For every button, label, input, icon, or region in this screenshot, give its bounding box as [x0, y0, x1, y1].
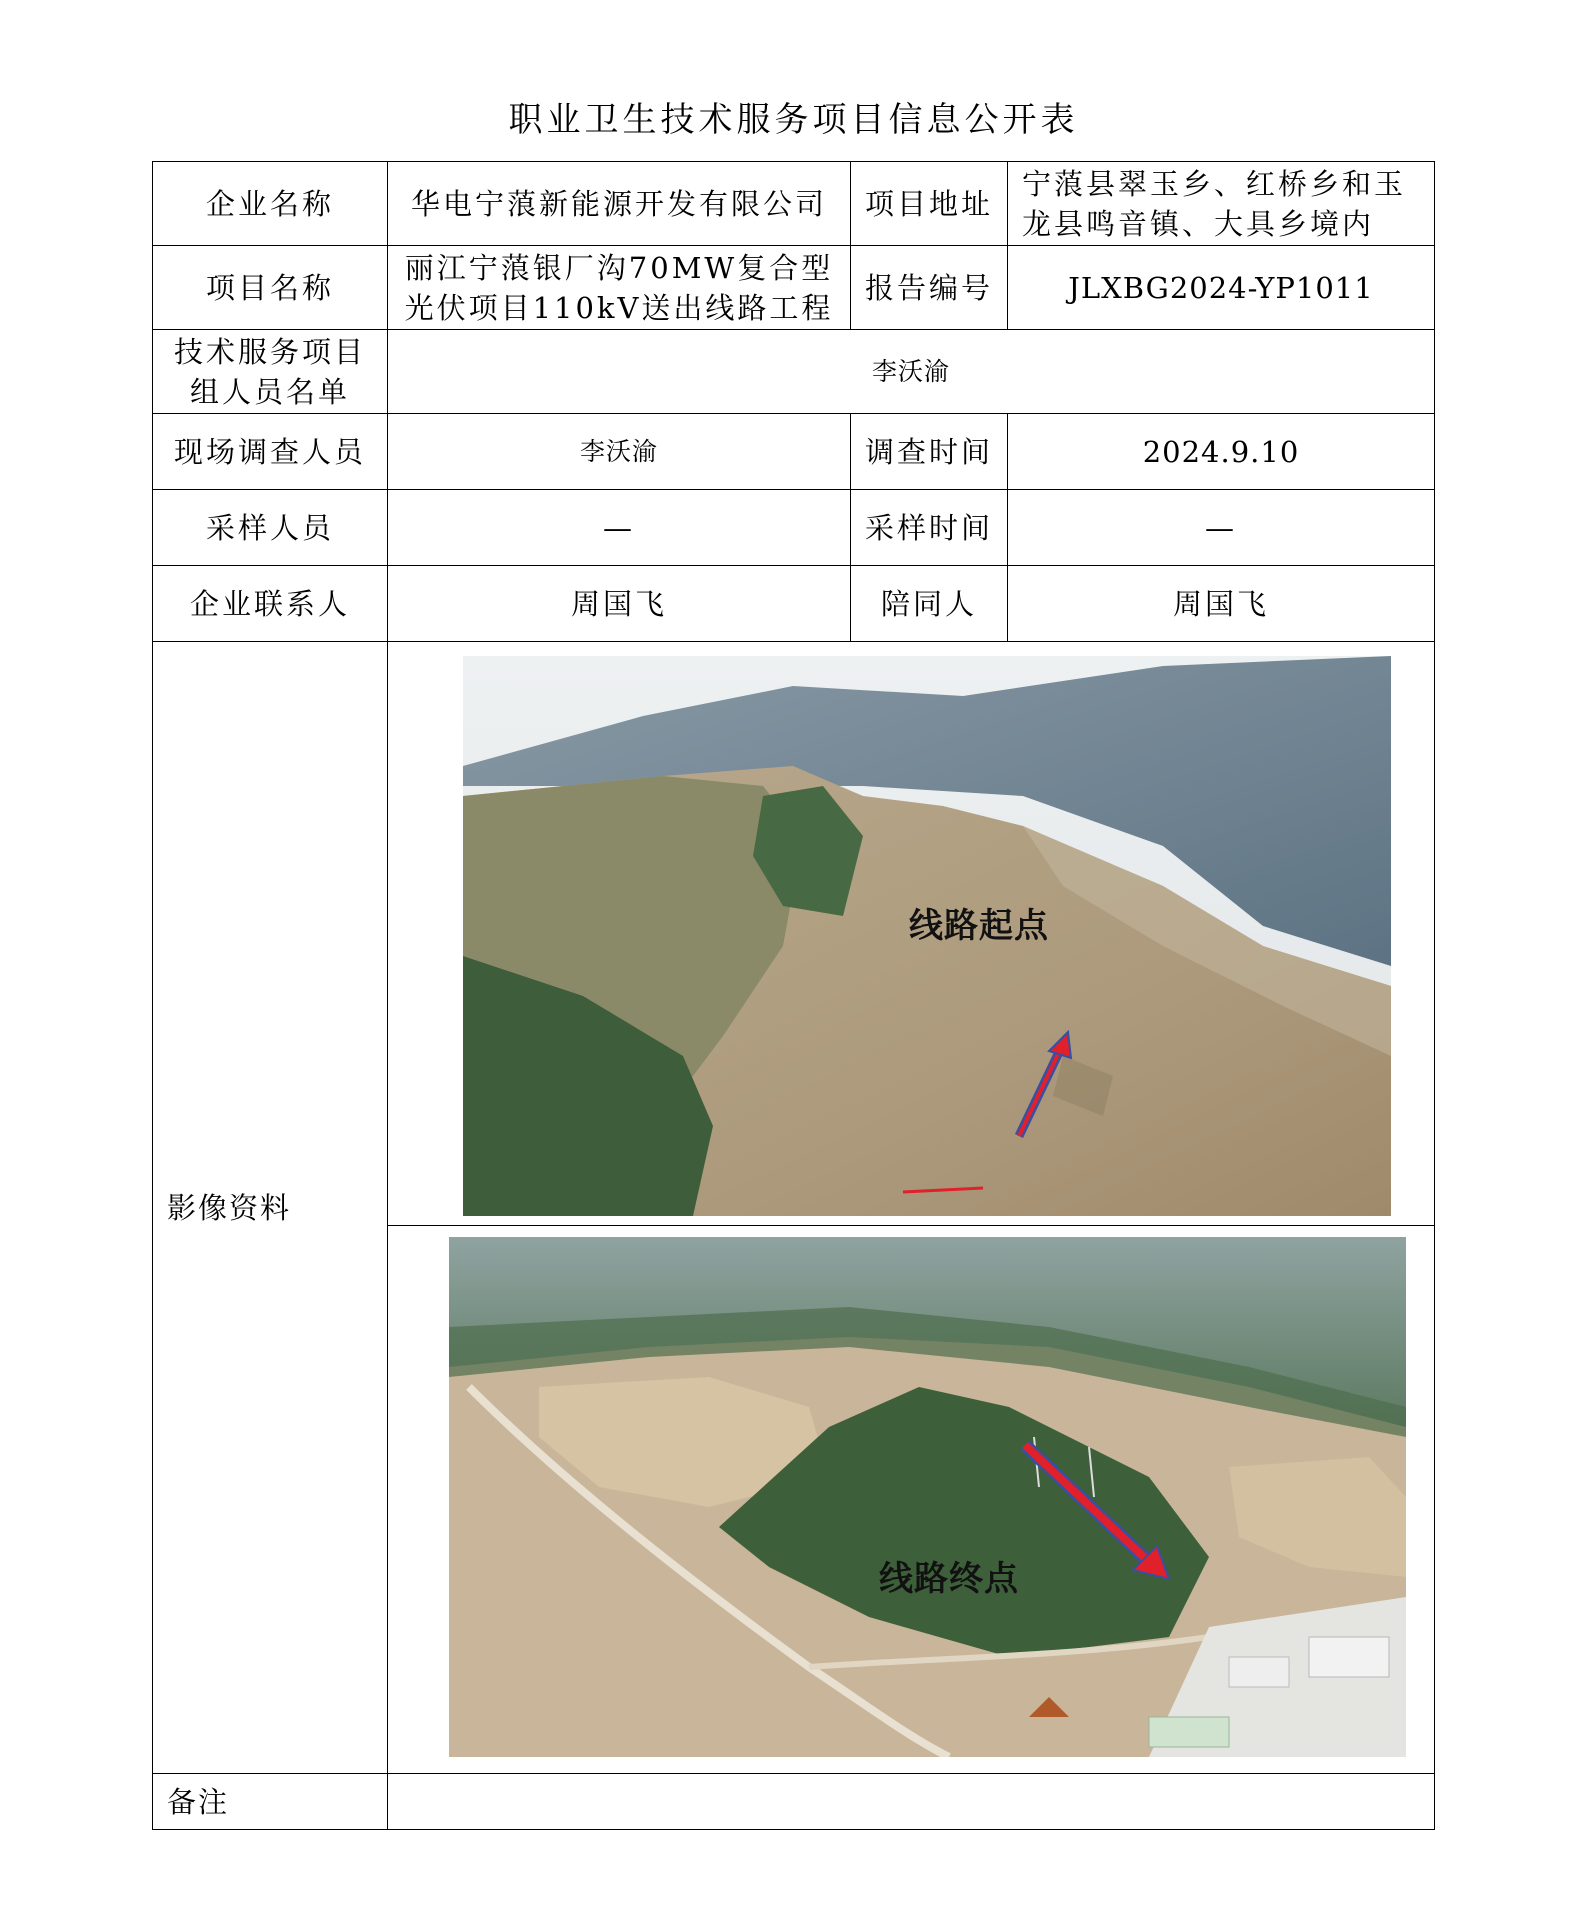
companion-value: 周国飞	[1008, 566, 1435, 642]
table-row	[153, 490, 1435, 566]
report-label: 报告编号	[851, 246, 1008, 330]
team-value: 李沃渝	[388, 330, 1435, 414]
photo-line-start	[463, 656, 1391, 1216]
project-label: 项目名称	[153, 246, 388, 330]
photos-cell	[388, 642, 1435, 1774]
table-row	[153, 162, 1435, 246]
project-value: 丽江宁蒗银厂沟70MW复合型光伏项目110kV送出线路工程	[388, 246, 851, 330]
photo-label-start: 线路起点	[909, 906, 1049, 946]
companion-label: 陪同人	[851, 566, 1008, 642]
address-value: 宁蒗县翠玉乡、红桥乡和玉龙县鸣音镇、大具乡境内	[1008, 162, 1435, 246]
survey-label: 现场调查人员	[153, 414, 388, 490]
photo-slot-end	[388, 1226, 1434, 1773]
report-value: JLXBG2024-YP1011	[1008, 246, 1435, 330]
table-row	[153, 414, 1435, 490]
images-label: 影像资料	[153, 642, 388, 1774]
photo-label-end: 线路终点	[879, 1559, 1019, 1599]
table-row	[153, 330, 1435, 414]
photo-slot-start	[388, 642, 1434, 1226]
contact-label: 企业联系人	[153, 566, 388, 642]
company-label: 企业名称	[153, 162, 388, 246]
contact-value: 周国飞	[388, 566, 851, 642]
sample-time-label: 采样时间	[851, 490, 1008, 566]
survey-time-value: 2024.9.10	[1008, 414, 1435, 490]
address-label: 项目地址	[851, 162, 1008, 246]
photo-line-end	[449, 1237, 1406, 1757]
table-row	[153, 642, 1435, 1774]
sample-time-value: —	[1008, 490, 1435, 566]
table-row	[153, 246, 1435, 330]
info-table	[152, 161, 1435, 1830]
team-label: 技术服务项目组人员名单	[153, 330, 388, 414]
sampler-label: 采样人员	[153, 490, 388, 566]
table-row	[153, 1774, 1435, 1830]
sampler-value: —	[388, 490, 851, 566]
survey-time-label: 调查时间	[851, 414, 1008, 490]
notes-value	[388, 1774, 1435, 1830]
company-value: 华电宁蒗新能源开发有限公司	[388, 162, 851, 246]
substation-valley-photo	[449, 1237, 1406, 1757]
table-row	[153, 566, 1435, 642]
survey-value: 李沃渝	[388, 414, 851, 490]
notes-label: 备注	[153, 1774, 388, 1830]
page-title: 职业卫生技术服务项目信息公开表	[508, 100, 1079, 140]
